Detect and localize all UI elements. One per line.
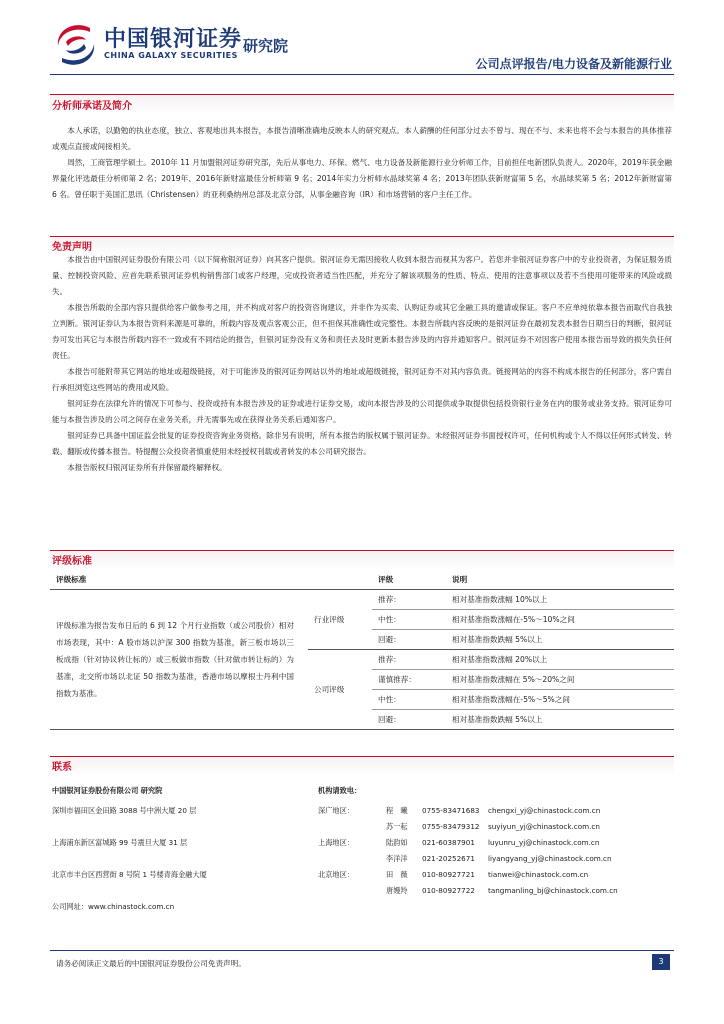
contact-phone: 0755-83471683	[422, 806, 480, 815]
contact-email[interactable]: chengxi_yj@chinastock.com.cn	[488, 806, 601, 815]
rating-header-row	[50, 570, 674, 590]
address-shanghai: 上海浦东新区富城路 99 号震旦大厦 31 层	[52, 838, 188, 847]
address-beijing: 北京市丰台区西营街 8 号院 1 号楼青海金融大厦	[52, 870, 207, 879]
institute-label: 研究院	[243, 37, 289, 55]
logo-mark-icon	[52, 22, 100, 68]
disclaimer-title: 免责声明	[52, 242, 92, 253]
disclaimer-paragraph: 银河证券已具备中国证监会批复的证券投资咨询业务资格。除非另有说明，所有本报告的版权属于银河证券。未经银河证券书面授权许可，任何机构或个人不得以任何形式转发、转载、翻版或传播本报告。特提醒公众投资者慎重使用未经授权刊载或者转发的本公司研究报告。	[52, 431, 672, 456]
contact-email[interactable]: liyangyang_yj@chinastock.com.cn	[488, 854, 612, 863]
disclaimer-paragraph: 本报告版权归银河证券所有并保留最终解释权。	[67, 463, 227, 472]
contact-email[interactable]: tianwei@chinastock.com.cn	[488, 870, 589, 879]
contact-phone: 010-80927721	[422, 870, 475, 879]
contact-phone: 0755-83479312	[422, 822, 480, 831]
footer-rule	[50, 950, 674, 951]
rating-title: 评级标准	[52, 556, 92, 567]
region-beijing: 北京地区：	[318, 870, 354, 879]
analyst-section-bar	[50, 94, 674, 117]
contact-email[interactable]: luyunru_yj@chinastock.com.cn	[488, 838, 600, 847]
rating-table	[50, 570, 674, 730]
page-number: 3	[652, 954, 670, 970]
disclaimer-paragraph: 本报告所载的全部内容只提供给客户做参考之用，并不构成对客户的投资咨询建议，并非作为买卖、认购证券或其它金融工具的邀请或保证。客户不应单纯依靠本报告而取代自我独立判断。银河证券认为本报告资料来源是可靠的，所载内容及观点客观公正，但不担保其准确性或完整性。本报告所载内容反映的是银河证券在最初发表本报告日期当日的判断，银河证券可发出其它与本报告所载内容不一致或有不同结论的报告，但银河证券没有义务和责任去及时更新本报告涉及的内容并通知客户。银河证券不对因客户使用本报告而导致的损失负任何责任。	[52, 303, 672, 360]
contact-email[interactable]: tangmanling_bj@chinastock.com.cn	[488, 886, 618, 895]
report-category: 公司点评报告/电力设备及新能源行业	[475, 57, 672, 71]
rating-grade: 中性：	[372, 610, 446, 630]
company-rating-label: 公司评级	[308, 650, 372, 730]
contact-phone: 021-20252671	[422, 854, 475, 863]
rating-grade: 谨慎推荐：	[372, 670, 446, 690]
contact-phone: 010-80927722	[422, 886, 475, 895]
rating-grade: 推荐：	[372, 590, 446, 610]
logo-cn: 中国银河证券	[104, 27, 243, 52]
contact-name: 李洋洋	[386, 854, 408, 863]
rating-desc: 相对基准指数跌幅 5%以上	[446, 630, 674, 650]
contact-name: 田 薇	[386, 870, 408, 879]
table-row	[50, 590, 674, 610]
rating-desc: 相对基准指数涨幅在-5%～5%之间	[446, 690, 674, 710]
footer-note: 请务必阅读正文最后的中国银河证券股份公司免责声明。	[56, 959, 246, 968]
rating-desc: 相对基准指数涨幅 10%以上	[446, 590, 674, 610]
rating-header-standard: 评级标准	[50, 570, 308, 590]
rating-section-bar	[50, 550, 674, 569]
contact-phone: 021-60387901	[422, 838, 475, 847]
disclaimer-paragraph: 本报告可能附带其它网站的地址或超级链接，对于可能涉及的银河证券网站以外的地址或超级链接，银河证券不对其内容负责。链接网站的内容不构成本报告的任何部分，客户需自行承担浏览这些网站的费用或风险。	[52, 367, 672, 392]
industry-rating-label: 行业评级	[308, 590, 372, 650]
rating-header-grade: 评级	[372, 570, 446, 590]
sales-title: 机构请致电：	[318, 786, 362, 795]
contact-company: 中国银河证券股份有限公司 研究院	[52, 786, 163, 795]
rating-desc: 相对基准指数跌幅 5%以上	[446, 710, 674, 730]
disclaimer-text	[52, 252, 672, 476]
contact-name: 陆韵如	[386, 838, 408, 847]
analyst-text	[52, 123, 672, 203]
contact-section-bar	[50, 756, 674, 775]
rating-desc: 相对基准指数涨幅在-5%～10%之间	[446, 610, 674, 630]
rating-grade: 中性：	[372, 690, 446, 710]
contact-name: 苏一耘	[386, 822, 408, 831]
disclaimer-paragraph: 银河证券在法律允许的情况下可参与、投资或持有本报告涉及的证券或进行证券交易，或向本报告涉及的公司提供或争取提供包括投资银行业务在内的服务或业务支持。银河证券可能与本报告涉及的公司之间存在业务关系，并无需事先或在获得业务关系后通知客户。	[52, 399, 672, 424]
analyst-title: 分析师承诺及简介	[52, 101, 132, 112]
rating-grade: 推荐：	[372, 650, 446, 670]
region-shenzhen: 深广地区：	[318, 806, 354, 815]
company-website[interactable]: 公司网址：www.chinastock.com.cn	[52, 902, 175, 911]
rating-grade: 回避：	[372, 630, 446, 650]
header-rule	[50, 74, 674, 75]
contact-title: 联系	[52, 762, 72, 773]
address-shenzhen: 深圳市福田区金田路 3088 号中洲大厦 20 层	[52, 806, 197, 815]
rating-description: 评级标准为报告发布日后的 6 到 12 个月行业指数（或公司股价）相对市场表现，其中：A 股市场以沪深 300 指数为基准，新三板市场以三板成指（针对协议转让标的）或三板做市指数（针对做市转让标的）为基准，北交所市场以北证 50 指数为基准，香港市场以摩根士丹利中国指数为基准。	[50, 590, 308, 730]
contact-name: 唐嫚羚	[386, 886, 408, 895]
rating-header-desc: 说明	[446, 570, 674, 590]
rating-header-blank	[308, 570, 372, 590]
analyst-paragraph: 本人承诺，以勤勉的执业态度，独立、客观地出具本报告，本报告清晰准确地反映本人的研究观点。本人薪酬的任何部分过去不曾与、现在不与、未来也将不会与本报告的具体推荐或观点直接或间接相关。	[52, 126, 672, 151]
rating-grade: 回避：	[372, 710, 446, 730]
analyst-paragraph: 周然，工商管理学硕士。2010年 11 月加盟银河证券研究部，先后从事电力、环保、燃气、电力设备及新能源行业分析师工作，目前担任电新团队负责人。2020年，2019年获金融界量化评选最佳分析师第 2 名；2019年、2016年新财富最佳分析师第 9 名；2014年实力分析师水晶球奖第 4 名；2013年团队获新财富第 5 名，水晶球奖第 5 名；2012年新财富第 6 名。曾任职于美国汇思讯（Christensen）的亚利桑纳州总部及北京分部，从事金融咨询（IR）和市场营销的客户主任工作。	[52, 158, 672, 199]
region-shanghai: 上海地区：	[318, 838, 354, 847]
disclaimer-paragraph: 本报告由中国银河证券股份有限公司（以下简称银河证券）向其客户提供。银河证券无需因接收人收到本报告而视其为客户。若您并非银河证券客户中的专业投资者，为保证服务质量、控制投资风险、应首先联系银河证券机构销售部门或客户经理，完成投资者适当性匹配，并充分了解该项服务的性质、特点、使用的注意事项以及若不当使用可能带来的风险或损失。	[52, 255, 672, 296]
rating-desc: 相对基准指数涨幅在 5%～20%之间	[446, 670, 674, 690]
rating-desc: 相对基准指数涨幅 20%以上	[446, 650, 674, 670]
logo-en: CHINA GALAXY SECURITIES	[104, 51, 238, 60]
contact-email[interactable]: suyiyun_yj@chinastock.com.cn	[488, 822, 600, 831]
contact-name: 程 曦	[386, 806, 408, 815]
